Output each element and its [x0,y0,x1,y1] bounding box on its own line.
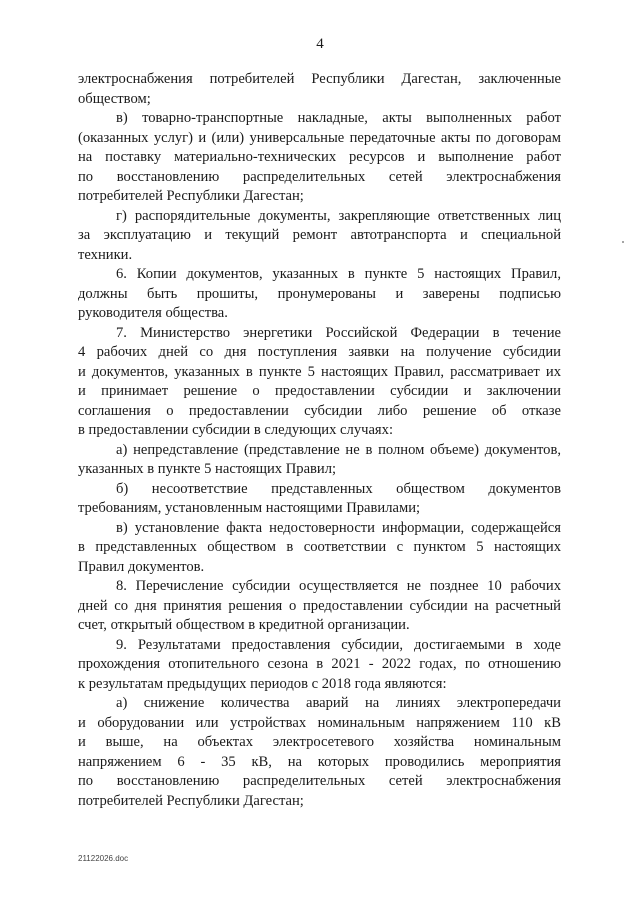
text-line: 4 рабочих дней со дня поступления заявки на получение субсидии [78,344,561,360]
text-line: по восстановлению распределительных сетей электроснабжения [78,168,561,185]
document-file-reference: 21122026.doc [78,854,129,863]
text-line: электроснабжения потребителей Республики Дагестан, заключенные [78,71,561,87]
text-line: (оказанных услуг) и (или) универсальные передаточные акты по договорам [78,129,561,146]
text-line: и выше, на объектах электросетевого хозяйства номинальным [78,734,561,750]
text-line: по восстановлению распределительных сетей электроснабжения [78,773,561,789]
text-line: в) установление факта недостоверности информации, содержащейся [116,519,561,536]
text-line: 6. Копии документов, указанных в пункте 5 настоящих Правил, [116,266,561,282]
page-number: 4 [316,36,324,52]
text-line: б) несоответствие представленных обществом документов [116,480,561,497]
text-line: и оборудовании или устройствах номинальным напряжением 110 кВ [78,714,561,731]
text-line: Правил документов. [78,558,205,575]
text-line: потребителей Республики Дагестан; [78,792,304,809]
text-line: должны быть прошиты, пронумерованы и заверены подписью [78,285,561,302]
text-line: дней со дня принятия решения о предоставлении субсидии на расчетный [78,597,561,614]
text-line: 9. Результатами предоставления субсидии, достигаемыми в ходе [116,636,561,653]
document-body [78,70,561,811]
text-line: 8. Перечисление субсидии осуществляется не позднее 10 рабочих [116,578,561,594]
scan-artifact [622,241,624,243]
text-line: в) товарно-транспортные накладные, акты выполненных работ [116,110,561,126]
text-line: прохождения отопительного сезона в 2021 - 2022 годах, по отношению [78,656,561,672]
text-line: требованиям, установленным настоящими Правилами; [78,500,421,516]
text-line: руководителя общества. [78,305,228,321]
text-line: соглашения о предоставлении субсидии либо решение об отказе [78,402,561,419]
text-line: в предоставлении субсидии в следующих случаях: [78,422,393,438]
text-line: напряжением 6 - 35 кВ, на которых проводились мероприятия [78,753,561,770]
text-line: указанных в пункте 5 настоящих Правил; [78,461,337,477]
text-line: и документов, указанных в пункте 5 настоящих Правил, рассматривает их [78,363,561,380]
text-line: за эксплуатацию и текущий ремонт автотранспорта и специальной [78,227,561,243]
text-line: и принимает решение о предоставлении субсидии и заключении [78,383,561,399]
text-line: техники. [78,246,133,263]
text-line: к результатам предыдущих периодов с 2018 года являются: [78,675,447,692]
text-line: обществом; [78,90,151,107]
text-line: а) непредставление (представление не в полном объеме) документов, [116,441,561,458]
text-line: в представленных обществом в соответствии с пунктом 5 настоящих [78,539,561,555]
text-line: на поставку материально-технических ресурсов и выполнение работ [78,149,561,165]
text-line: 7. Министерство энергетики Российской Федерации в течение [116,324,561,341]
text-line: г) распорядительные документы, закрепляющие ответственных лиц [116,207,561,224]
text-line: счет, открытый обществом в кредитной организации. [78,617,410,633]
text-line: а) снижение количества аварий на линиях электропередачи [116,695,561,711]
text-line: потребителей Республики Дагестан; [78,188,304,204]
